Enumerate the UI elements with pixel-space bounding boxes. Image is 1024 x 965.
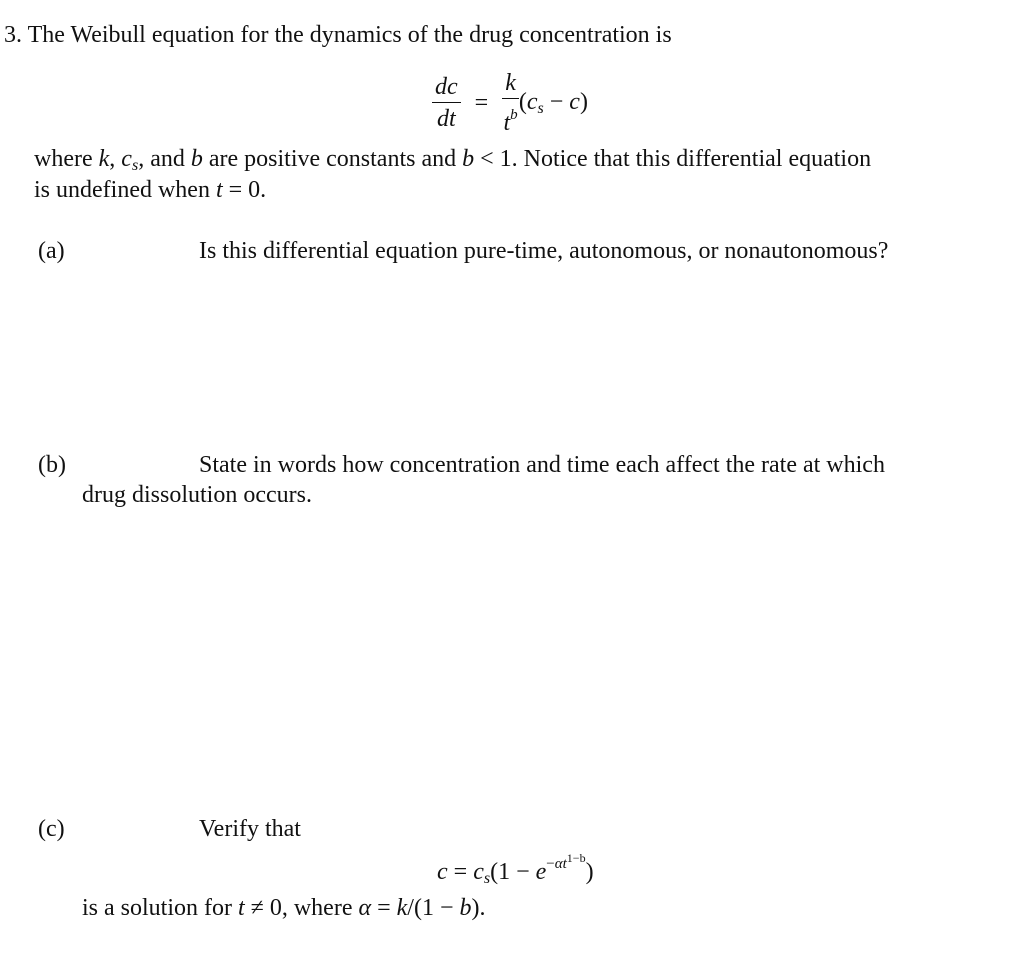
minus-sign: − (546, 856, 555, 872)
problem-intro-text: The Weibull equation for the dynamics of the drug concentration is (27, 22, 672, 48)
cs-subscript: s (537, 99, 544, 117)
problem-number: 3. (4, 22, 22, 48)
close-paren: ) (585, 859, 594, 885)
exponent (546, 851, 586, 872)
b-variable: b (459, 895, 472, 921)
text: ≠ 0, where (244, 895, 359, 921)
equals-sign: = (447, 859, 474, 885)
text: /(1 − (407, 895, 460, 921)
constants-description-line1 (34, 146, 871, 175)
alpha-variable: α (554, 856, 563, 872)
solution-equation (437, 851, 594, 888)
dc-dt-fraction (432, 74, 461, 132)
solution-note (82, 895, 486, 922)
b-exponent: b (510, 107, 518, 123)
cs-variable: c (121, 146, 132, 172)
cs-subscript: s (483, 870, 491, 887)
c-variable: c (569, 88, 580, 115)
close-paren: ) (579, 88, 588, 115)
t-variable: t (562, 856, 567, 872)
text: = (371, 895, 397, 921)
cs-subscript: s (131, 157, 139, 174)
text: , and (138, 146, 191, 172)
open-paren: ( (518, 88, 527, 115)
text: < 1. Notice that this differential equation (474, 146, 872, 172)
equals-sign: = (474, 89, 489, 116)
cs-variable: c (473, 859, 484, 885)
t-variable: t (503, 110, 511, 136)
text: = 0. (222, 177, 267, 203)
k-variable: k (98, 146, 110, 172)
t-variable: t (238, 895, 245, 921)
fraction-numerator-dc: dc (432, 74, 461, 103)
text: , (109, 146, 122, 172)
part-c-label: (c) (38, 816, 65, 842)
minus-sign: − (549, 88, 564, 115)
text: is undefined when (34, 177, 216, 203)
c-variable: c (437, 859, 448, 885)
e-variable: e (535, 859, 547, 885)
part-b-question-line1: State in words how concentration and time each affect the rate at which (199, 452, 885, 478)
open-paren: (1 − (490, 859, 536, 885)
weibull-equation (432, 70, 588, 136)
alpha-variable: α (358, 895, 372, 921)
k-over-tb-fraction (502, 70, 519, 136)
part-b-label: (b) (38, 452, 66, 478)
problem-intro (4, 22, 672, 49)
part-a-label: (a) (38, 238, 65, 264)
constants-description-line2 (34, 177, 266, 204)
k-variable: k (396, 895, 408, 921)
paren-expression (519, 89, 588, 115)
fraction-denominator-tb (502, 99, 519, 136)
text: ). (471, 895, 486, 921)
part-c-question: Verify that (199, 816, 301, 842)
b-variable: b (462, 146, 475, 172)
b-variable: b (190, 146, 203, 172)
fraction-numerator-k: k (502, 70, 519, 99)
part-b-question-line2: drug dissolution occurs. (82, 482, 312, 508)
text: is a solution for (82, 895, 238, 921)
fraction-denominator-dt: dt (436, 106, 456, 132)
power: 1−b (566, 851, 586, 865)
part-a-question: Is this differential equation pure-time, autonomous, or nonautonomous? (199, 238, 889, 264)
text: where (34, 146, 99, 172)
cs-variable: c (526, 88, 538, 115)
t-variable: t (215, 177, 223, 203)
text: are positive constants and (202, 146, 463, 172)
